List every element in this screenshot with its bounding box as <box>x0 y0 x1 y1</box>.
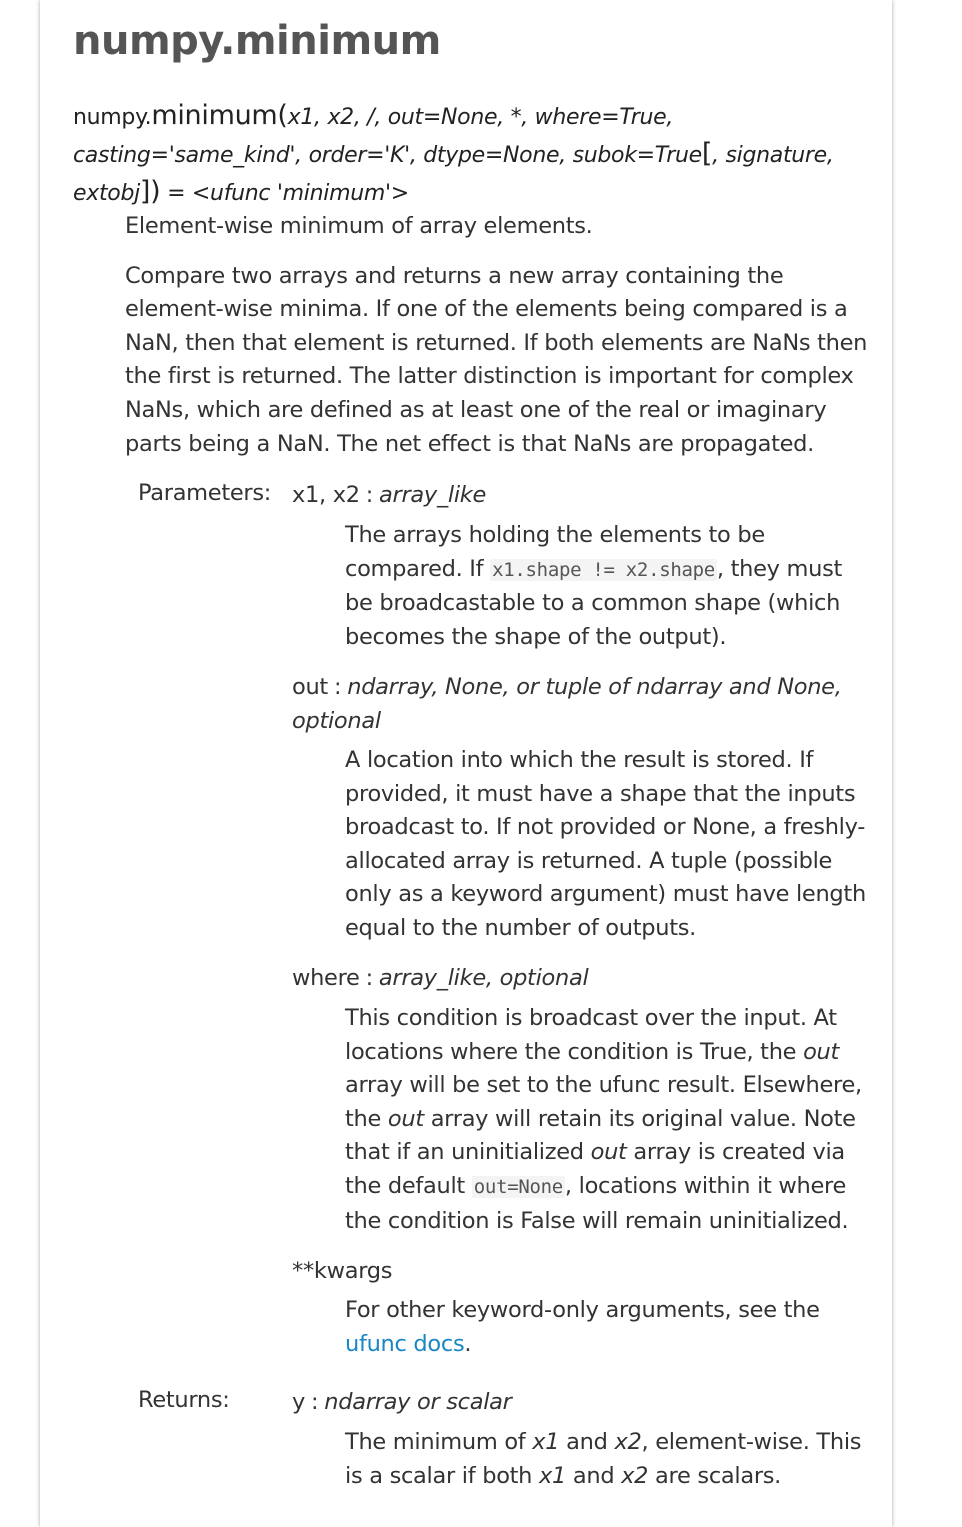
param-where-description <box>345 1002 875 1238</box>
returns-desc-part: and <box>559 1429 615 1455</box>
param-x-header <box>292 479 872 513</box>
returns-name: y <box>292 1389 306 1415</box>
function-signature <box>73 98 863 212</box>
returns-desc-part: The minimum of <box>345 1429 533 1455</box>
param-kwargs-description <box>345 1294 875 1361</box>
returns-desc-part: and <box>566 1462 622 1489</box>
signature-params-line2: casting='same_kind', order='K', dtype=None, subok=True <box>73 143 702 168</box>
param-x-code: x1.shape != x2.shape <box>492 558 715 581</box>
param-kwargs-name: **kwargs <box>292 1258 393 1284</box>
returns-emphasis: x2 <box>621 1462 649 1489</box>
parameters-label: Parameters: <box>138 480 272 506</box>
param-where-name: where <box>292 965 360 991</box>
returns-type: ndarray or scalar <box>324 1389 512 1415</box>
summary-text: Element-wise minimum of array elements. <box>125 213 593 239</box>
param-kwargs-header <box>292 1255 872 1289</box>
param-x-name: x1, x2 <box>292 482 360 508</box>
param-x-description <box>345 519 875 654</box>
param-where-desc-part: This condition is broadcast over the input. At locations where the condition is True, the <box>345 1005 837 1065</box>
param-x-desc-part: , they must be broadcastable to a common shape (which becomes the shape of the output). <box>345 555 843 650</box>
param-kwargs-desc-part: For other keyword-only arguments, see the <box>345 1297 820 1323</box>
param-out-description: A location into which the result is stored. If provided, it must have a shape that the inputs broadcast to. If not provided or None, a freshly-allocated array is returned. A tuple (possible only as a keyword argument) must have length equal to the number of outputs. <box>345 747 866 941</box>
param-x-desc-part: The arrays holding the elements to be compared. If <box>345 522 765 582</box>
returns-description <box>345 1426 875 1493</box>
param-where-colon: : <box>365 965 373 991</box>
param-out-header <box>292 671 872 738</box>
signature-close-paren: ) <box>150 176 161 207</box>
signature-bracket-open: [ <box>701 138 713 169</box>
param-where-code: out=None <box>473 1175 563 1198</box>
page-title: numpy.minimum <box>73 18 441 64</box>
signature-name: minimum <box>151 100 278 131</box>
param-out-colon: : <box>333 674 342 700</box>
param-where-type: array_like, optional <box>378 965 589 991</box>
signature-params-line1: x1, x2, /, out=None, *, where=True, <box>287 105 674 130</box>
param-where-desc-part: array is created via the default <box>345 1139 845 1199</box>
returns-header <box>292 1386 872 1420</box>
param-where-emphasis: out <box>590 1139 627 1166</box>
returns-emphasis: x1 <box>532 1429 560 1455</box>
returns-colon: : <box>311 1389 319 1415</box>
signature-bracket-close: ] <box>139 176 151 207</box>
description <box>125 210 875 477</box>
param-out-type: ndarray, None, or tuple of ndarray and None, optional <box>292 674 842 734</box>
param-where-desc-part: array will be set to the ufunc result. Elsewhere, the <box>345 1072 862 1132</box>
signature-params-optional: , signature, extobj <box>73 143 834 206</box>
param-where-emphasis: out <box>803 1038 840 1065</box>
param-x-type: array_like <box>379 482 487 508</box>
returns-label: Returns: <box>138 1387 230 1413</box>
signature-equals: = <box>160 181 192 206</box>
param-x-colon: : <box>365 482 374 508</box>
returns-desc-part: are scalars. <box>648 1462 782 1489</box>
signature-ufunc-repr: <ufunc 'minimum'> <box>191 181 409 206</box>
param-kwargs-desc-part: . <box>464 1330 472 1357</box>
returns-emphasis: x1 <box>539 1462 567 1489</box>
param-out-name: out <box>292 674 328 700</box>
param-where-desc-part: , locations within it where the condition is False will remain uninitialized. <box>345 1172 849 1234</box>
returns-emphasis: x2 <box>614 1429 642 1455</box>
signature-module: numpy. <box>73 105 152 130</box>
ufunc-docs-link[interactable]: ufunc docs <box>345 1330 465 1357</box>
param-where-emphasis: out <box>387 1105 424 1132</box>
param-where-header <box>292 962 872 996</box>
doc-page <box>40 0 892 1527</box>
param-where-desc-part: array will retain its original value. Note that if an uninitialized <box>345 1105 856 1166</box>
signature-open-paren: ( <box>277 100 288 131</box>
returns-desc-part: , element-wise. This is a scalar if both <box>345 1429 862 1489</box>
extended-text: Compare two arrays and returns a new array containing the element-wise minima. If one of the elements being compared is a NaN, then that element is returned. If both elements are NaNs then the first is returned. The latter distinction is important for complex NaNs, which are defined as at least one of the real or imaginary parts being a NaN. The net effect is that NaNs are propagated. <box>125 262 868 457</box>
